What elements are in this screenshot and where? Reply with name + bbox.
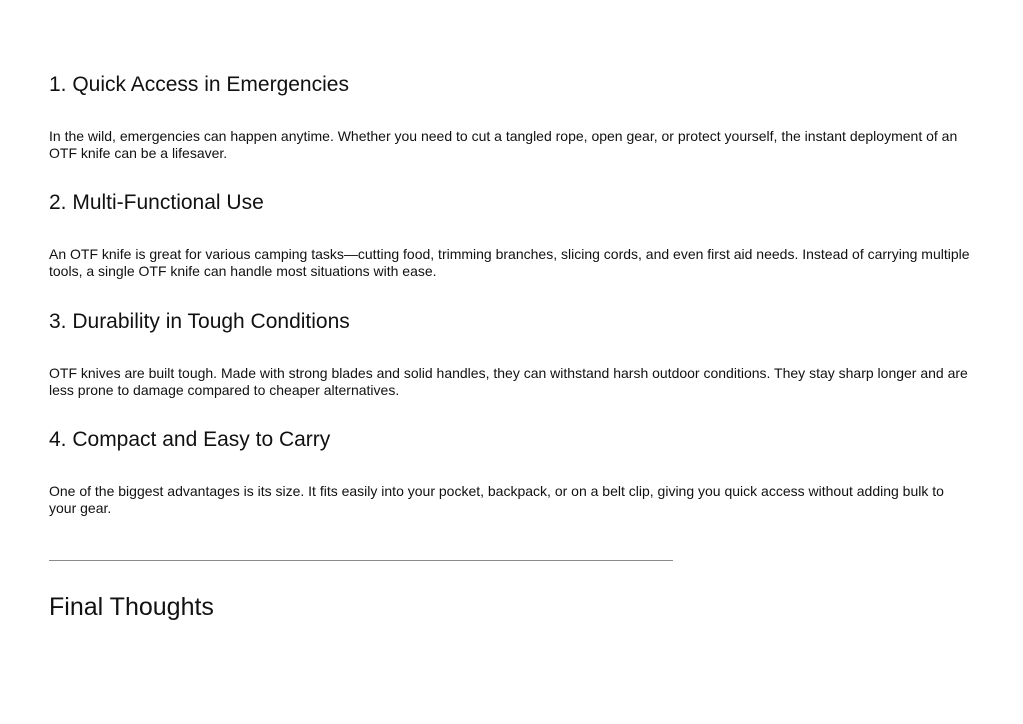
section-heading-durability: 3. Durability in Tough Conditions (49, 310, 350, 333)
section-body-quick-access: In the wild, emergencies can happen anytime. Whether you need to cut a tangled rope, open gear, or protect yourself, the instant deployment of an OTF knife can be a lifesaver. (49, 128, 958, 161)
section-body-compact: One of the biggest advantages is its size. It fits easily into your pocket, backpack, or on a belt clip, giving you quick access without adding bulk to your gear. (49, 483, 944, 516)
section-divider (49, 560, 673, 561)
final-thoughts-heading: Final Thoughts (49, 593, 214, 621)
section-body-durability: OTF knives are built tough. Made with strong blades and solid handles, they can withstand harsh outdoor conditions. They stay sharp longer and are less prone to damage compared to cheaper alternatives. (49, 365, 968, 398)
section-heading-compact: 4. Compact and Easy to Carry (49, 428, 331, 451)
section-heading-multi-functional: 2. Multi-Functional Use (49, 191, 264, 214)
section-heading-quick-access: 1. Quick Access in Emergencies (49, 73, 349, 96)
section-body-multi-functional: An OTF knife is great for various camping tasks—cutting food, trimming branches, slicing cords, and even first aid needs. Instead of carrying multiple tools, a single OTF knife can handle most situations with ease. (49, 246, 970, 279)
